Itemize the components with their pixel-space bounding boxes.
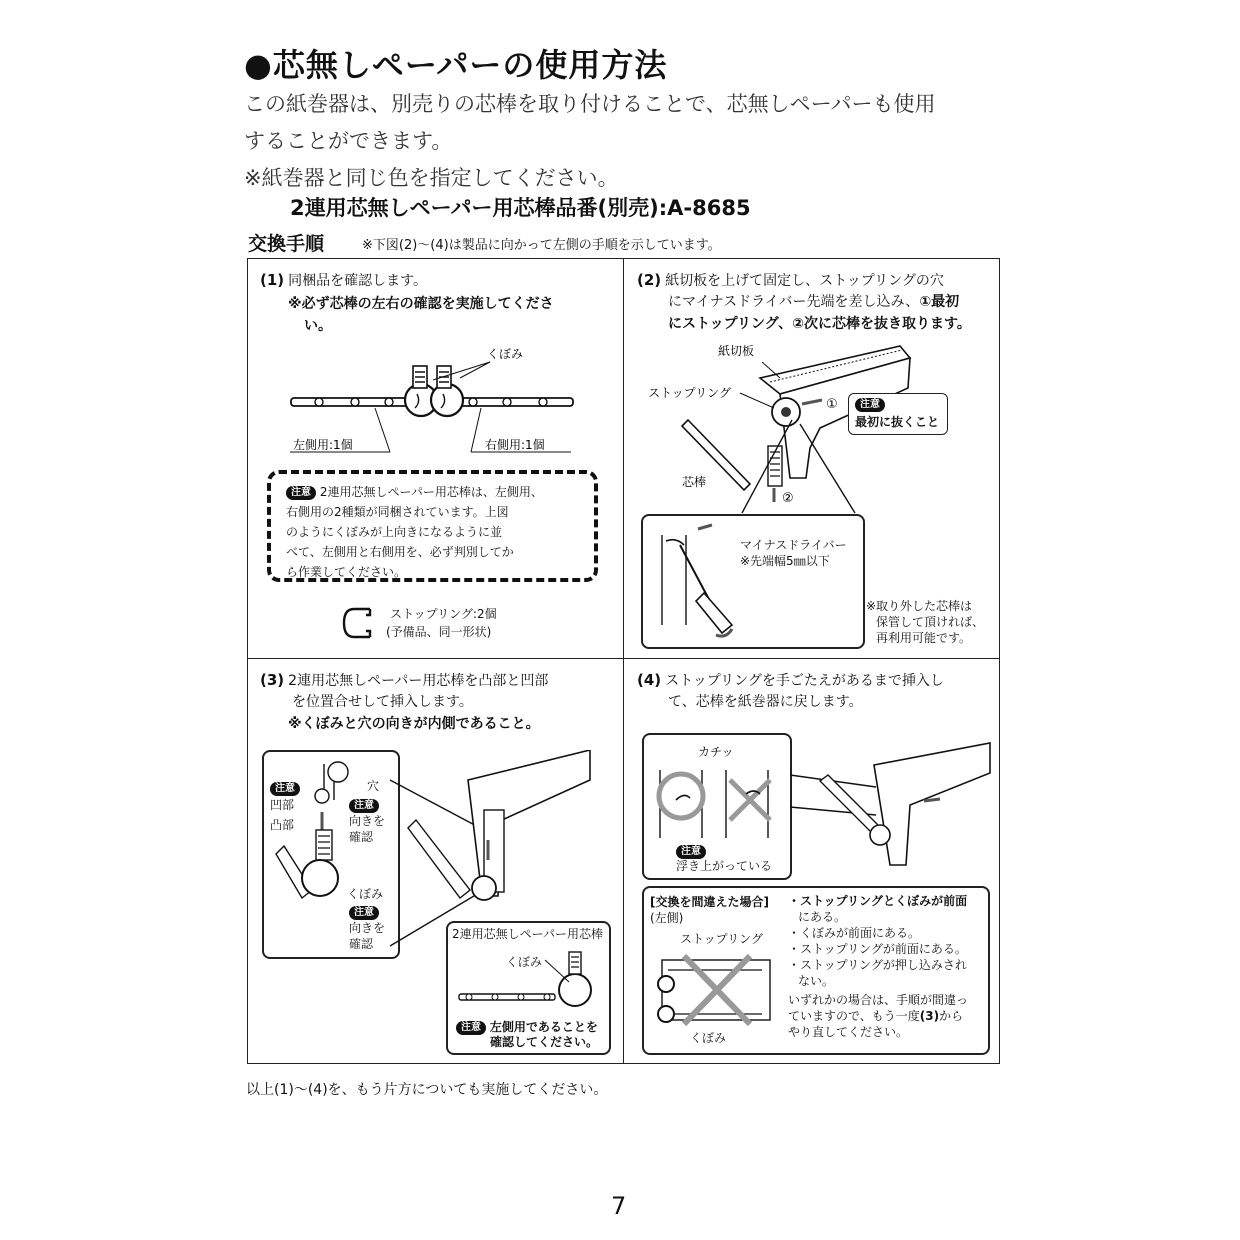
step3-badge-1: 注意: [270, 780, 300, 796]
intro-line-3: ※紙巻器と同じ色を指定してください。: [244, 166, 619, 190]
step3-oubu-label: 凹部: [270, 798, 295, 812]
step2-keep-1: ※取り外した芯棒は: [866, 599, 973, 613]
intro-line-1: この紙巻器は、別売りの芯棒を取り付けることで、芯無しペーパーも使用: [244, 92, 936, 116]
step1-kubomi-label: くぼみ: [487, 347, 524, 361]
step4-float-label: 浮き上がっている: [676, 859, 773, 873]
step3-muki-label: 向きを: [349, 814, 386, 828]
step3-line-2: を位置合せして挿入します。: [292, 694, 473, 710]
step3-muki-label-2: 向きを: [349, 921, 386, 935]
step1-ring-label: ストップリング:2個: [390, 607, 497, 621]
step4-kubomi-label: くぼみ: [690, 1031, 727, 1045]
part-number: 2連用芯無しペーパー用芯棒品番(別売):A-8685: [290, 196, 751, 220]
step1-left-label: 左側用:1個: [293, 438, 353, 452]
step3-inset-caution-1: 注意 左側用であることを: [456, 1019, 598, 1035]
step3-inset-caution-2: 確認してください。: [490, 1035, 599, 1049]
step2-heading: (2) 紙切板を上げて固定し、ストップリングの穴: [637, 271, 944, 289]
step2-mark-1: ①: [826, 397, 838, 412]
step3-ana-label: 穴: [367, 779, 380, 793]
step4-mistake-side: (左側): [650, 911, 684, 925]
step3-totsubu-label: 凸部: [270, 818, 295, 832]
step2-keep-2: 保管して頂ければ、: [876, 615, 985, 629]
step1-sub-2: い。: [304, 318, 332, 334]
footer-note: 以上(1)〜(4)を、もう片方についても実施してください。: [246, 1082, 608, 1098]
step4-heading: (4) ストップリングを手ごたえがあるまで挿入し: [637, 671, 944, 689]
caution-badge: 注意: [286, 486, 316, 500]
step2-line-2: にマイナスドライバー先端を差し込み、①最初: [668, 294, 960, 310]
step2-kamikiri-label: 紙切板: [718, 344, 755, 358]
step1-rods-illustration: [285, 340, 585, 460]
page-number: 7: [611, 1192, 627, 1220]
step2-driver-note: ※先端幅5㎜以下: [740, 554, 830, 568]
step4-illustration: [790, 735, 995, 885]
step4-stopring-label: ストップリング: [680, 932, 763, 946]
step3-inset-title: 2連用芯無しペーパー用芯棒: [452, 927, 604, 941]
step4-line-2: て、芯棒を紙巻器に戻します。: [668, 694, 863, 710]
grid-divider-horizontal: [247, 658, 1000, 659]
procedure-heading: 交換手順: [248, 233, 325, 255]
step2-callout: 注意 最初に抜くこと: [848, 393, 948, 435]
ok-ng-icon: [650, 760, 784, 840]
step2-stopring-label: ストップリング: [648, 386, 731, 400]
step1-caution-text: 注意 2連用芯無しペーパー用芯棒は、左側用、 右側用の2種類が同梱されています。上図 のようにくぼみが上向きになるように並 べて、左側用と右側用を、必ず判別してか ら作業してください。: [286, 485, 543, 579]
step3-badge-2: 注意: [349, 797, 379, 813]
step2-line-3: にストップリング、②次に芯棒を抜き取ります。: [668, 316, 971, 332]
grid-divider-vertical: [623, 258, 624, 1064]
step3-kakunin-label: 確認: [349, 830, 374, 844]
step1-right-label: 右側用:1個: [485, 438, 545, 452]
step1-heading: (1) 同梱品を確認します。: [260, 271, 428, 289]
step2-mark-2: ②: [782, 491, 794, 506]
step4-click-label: カチッ: [698, 745, 734, 759]
page-title: ●芯無しペーパーの使用方法: [244, 46, 668, 84]
step4-badge: 注意: [676, 843, 706, 859]
intro-line-2: することができます。: [244, 129, 453, 153]
step3-badge-3: 注意: [349, 904, 379, 920]
step1-sub-1: ※必ず芯棒の左右の確認を実施してくださ: [288, 296, 554, 312]
step1-ring-note: (予備品、同一形状): [386, 625, 492, 639]
step2-shinbo-label: 芯棒: [682, 475, 707, 489]
step4-mistake-list: ・ストップリングとくぼみが前面 にある。 ・くぼみが前面にある。 ・ストップリングが前面にある。 ・ストップリングが押し込みされ ない。 いずれかの場合は、手順が間違っ ていますので、もう一度(3)から やり直してください。: [788, 894, 969, 1039]
procedure-note: ※下図(2)〜(4)は製品に向かって左側の手順を示しています。: [362, 238, 721, 253]
driver-icon: [642, 515, 860, 645]
stop-ring-icon: [340, 603, 380, 643]
step3-inset-kubomi: くぼみ: [506, 955, 543, 969]
step2-driver-label: マイナスドライバー: [740, 538, 847, 552]
step2-keep-3: 再利用可能です。: [876, 631, 972, 645]
step4-mistake-title: [交換を間違えた場合]: [650, 895, 769, 909]
mistake-cross-icon: [654, 950, 776, 1030]
step3-line-3: ※くぼみと穴の向きが内側であること。: [288, 716, 540, 732]
left-rod-icon: [455, 948, 595, 1018]
step3-heading: (3) 2連用芯無しペーパー用芯棒を凸部と凹部: [260, 671, 549, 689]
step3-kakunin-label-2: 確認: [349, 937, 374, 951]
step3-kubomi-label: くぼみ: [347, 887, 384, 901]
